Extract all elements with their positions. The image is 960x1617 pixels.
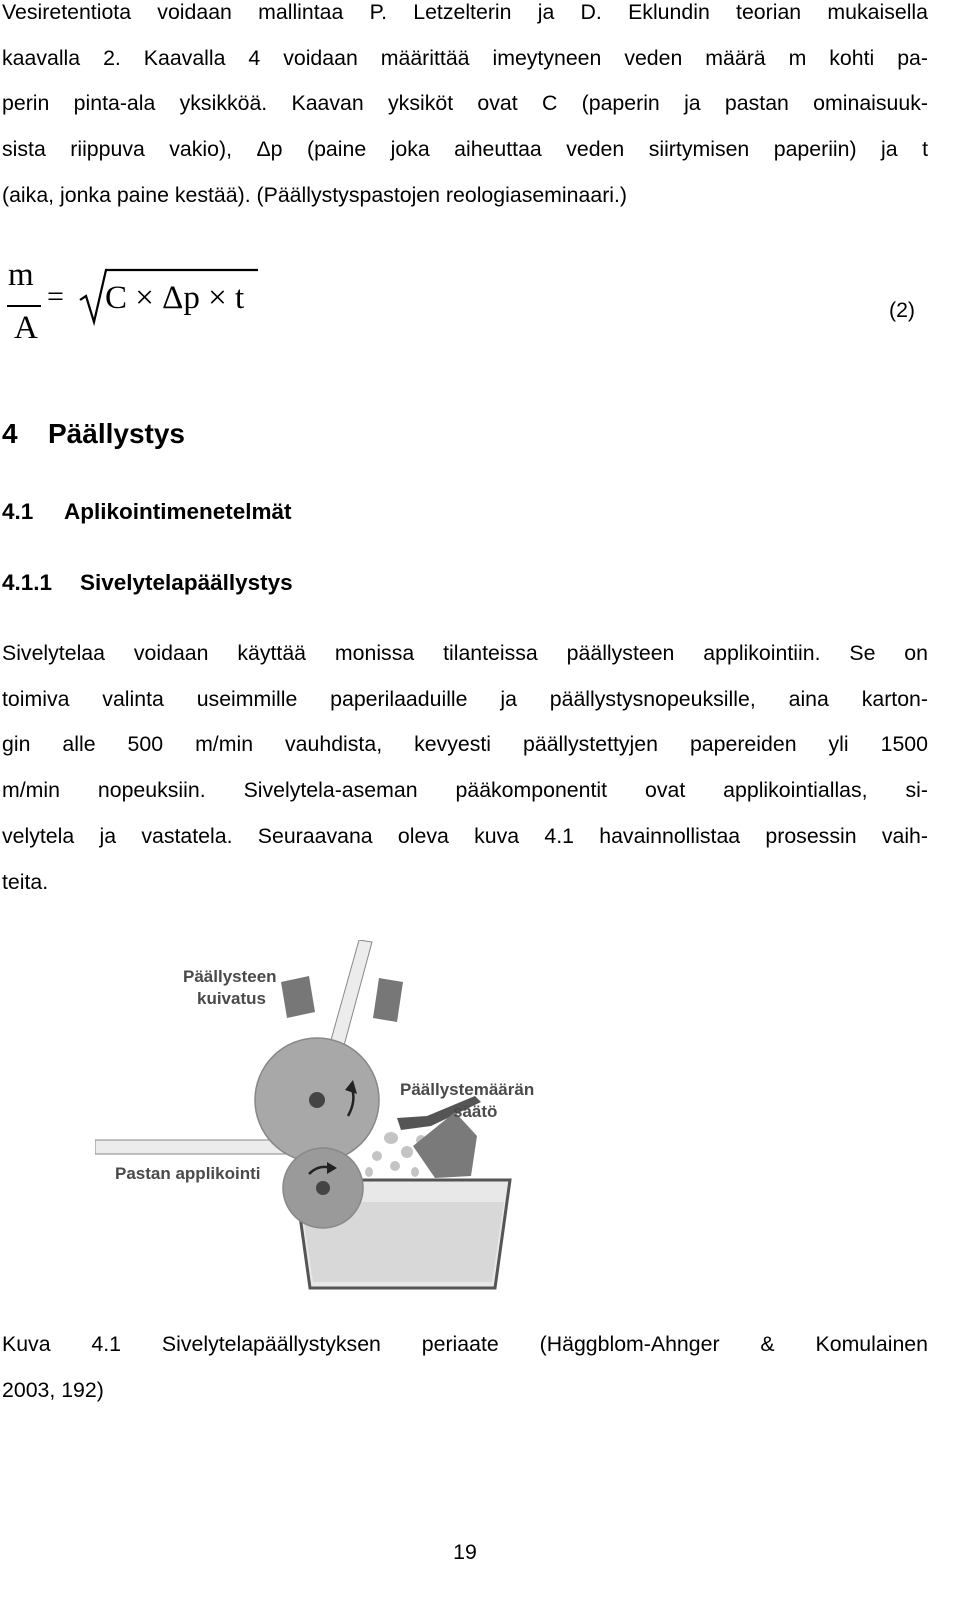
equals-sign: = bbox=[47, 280, 64, 313]
caption-line: Kuva 4.1 Sivelytelapäällystyksen periaate (Häggblom-Ahnger & Komulainen bbox=[2, 1332, 928, 1356]
text-line: (aika, jonka paine kestää). (Päällystyspastojen reologiaseminaari.) bbox=[2, 182, 628, 207]
heading-section bbox=[2, 497, 292, 527]
equation-denominator: A bbox=[14, 310, 38, 346]
label-drying-line1: Päällysteen bbox=[183, 967, 277, 986]
text-line: Sivelytelaa voidaan käyttää monissa tilanteissa päällysteen applikointiin. Se on bbox=[2, 641, 928, 665]
heading-number: 4.1.1 bbox=[2, 570, 53, 595]
heading-subsection bbox=[2, 568, 293, 598]
text-line: perin pinta-ala yksikköä. Kaavan yksiköt ovat C (paperin ja pastan ominaisuuk- bbox=[2, 91, 928, 116]
heading-title: Päällystys bbox=[48, 418, 185, 449]
heading-number: 4 bbox=[2, 418, 18, 449]
equation-number: (2) bbox=[889, 298, 916, 322]
heading-chapter bbox=[2, 416, 185, 452]
text-line: m/min nopeuksiin. Sivelytela-aseman pääkomponentit ovat applikointiallas, si- bbox=[2, 778, 928, 803]
label-metering-line1: Päällystemäärän bbox=[400, 1080, 535, 1099]
text-line: sista riippuva vakio), Δp (paine joka aiheuttaa veden siirtymisen paperiin) ja t bbox=[2, 137, 928, 162]
heading-title: Sivelytelapäällystys bbox=[80, 570, 293, 595]
caption-line: 2003, 192) bbox=[2, 1377, 104, 1402]
text-line: toimiva valinta useimmille paperilaaduille ja päällystysnopeuksille, aina karton- bbox=[2, 686, 928, 711]
fraction-bar bbox=[7, 305, 41, 307]
paper-web bbox=[95, 1140, 301, 1154]
heading-title: Aplikointimenetelmät bbox=[64, 499, 292, 524]
text-line: Vesiretentiota voidaan mallintaa P. Letzelterin ja D. Eklundin teorian mukaisella bbox=[2, 0, 928, 24]
text-line: teita. bbox=[2, 869, 49, 894]
coating-process-figure bbox=[95, 940, 585, 1290]
figure-caption bbox=[2, 1322, 928, 1413]
dryer-left bbox=[281, 976, 315, 1018]
text-line: gin alle 500 m/min vauhdista, kevyesti päällystettyjen papereiden yli 1500 bbox=[2, 732, 928, 757]
label-metering-line2: säätö bbox=[453, 1102, 498, 1121]
text-line: kaavalla 2. Kaavalla 4 voidaan määrittää imeytyneen veden määrä m kohti pa- bbox=[2, 45, 928, 70]
paragraph-brush-roll-coating bbox=[2, 631, 928, 905]
roll-axle bbox=[316, 1181, 330, 1195]
roll-axle bbox=[309, 1092, 325, 1108]
paste-droplets bbox=[365, 1132, 426, 1177]
equation-radicand: C × Δp × t bbox=[105, 280, 245, 316]
equation-2 bbox=[0, 252, 940, 362]
equation-numerator: m bbox=[8, 257, 34, 293]
dryer-right bbox=[373, 978, 403, 1022]
label-drying-line2: kuivatus bbox=[197, 989, 266, 1008]
page-number: 19 bbox=[453, 1540, 477, 1564]
heading-number: 4.1 bbox=[2, 499, 34, 524]
paragraph-water-retention bbox=[2, 0, 928, 219]
text-line: velytela ja vastatela. Seuraavana oleva kuva 4.1 havainnollistaa prosessin vaih- bbox=[2, 823, 928, 848]
label-application: Pastan applikointi bbox=[115, 1164, 261, 1183]
